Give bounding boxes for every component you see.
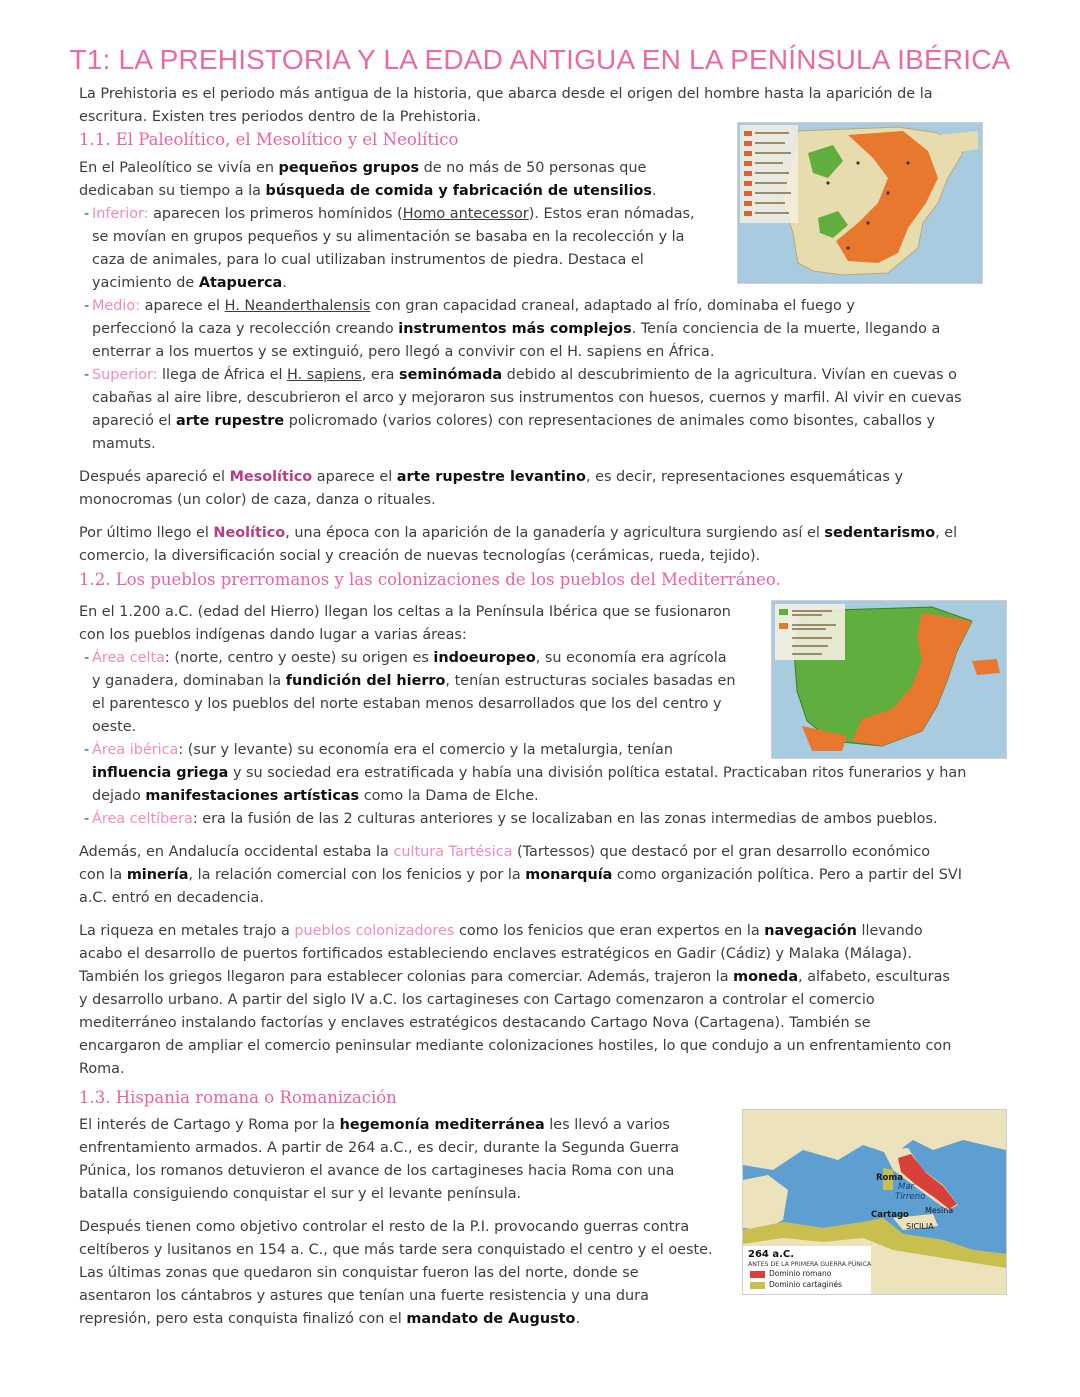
tartesica-line: Además, en Andalucía occidental estaba la cultura Tartésica (Tartessos) que destacó por el gran desarrollo económico [79,844,931,860]
punic-war-map [742,1109,1007,1295]
map-label-cartago: Cartago [871,1210,909,1220]
mesolitico-line: Después apareció el Mesolítico aparece el arte rupestre levantino, es decir, representaciones esquemáticas y [79,469,903,485]
medio-line: enterrar a los muertos y se extinguió, pero llegó a convivir con el H. sapiens en África. [92,344,715,360]
celtibera-line: Área celtíbera: era la fusión de las 2 culturas anteriores y se localizaban en las zonas intermedias de ambos pueblos. [92,811,938,827]
medio-line: perfeccionó la caza y recolección creando instrumentos más complejos. Tenía conciencia de la muerte, llegando a [92,321,941,337]
list-dash: - [84,650,90,666]
colonizadores-line: y desarrollo urbano. A partir del siglo IV a.C. los cartagineses con Cartago comenzaron a controlar el comercio [79,992,875,1008]
superior-line: Superior: llega de África el H. sapiens, era seminómada debido al descubrimiento de la agricultura. Vivían en cuevas o [92,367,957,383]
legend-carthaginian: Dominio cartaginés [769,1280,843,1289]
legend-swatch-roman [750,1271,765,1278]
list-dash: - [84,206,90,222]
legend-swatch-carthaginian [750,1282,765,1289]
inferior-line: se movían en grupos pequeños y su alimentación se basaba en la recolección y la [92,229,685,245]
prerroman-peoples-map-svg [772,601,1006,758]
intro-line: La Prehistoria es el periodo más antigua de la historia, que abarca desde el origen del hombre hasta la aparición de la [79,86,933,102]
hegemonia-line: enfrentamiento armados. A partir de 264 a.C., es decir, durante la Segunda Guerra [79,1140,680,1156]
iberica-line: dejado manifestaciones artísticas como la Dama de Elche. [92,788,539,804]
conquista-line: celtíberos y lusitanos en 154 a. C., que más tarde sera conquistado el centro y el oeste. [79,1242,713,1258]
list-dash: - [84,742,90,758]
paleolitico-line: En el Paleolítico se vivía en pequeños grupos de no más de 50 personas que [79,160,647,176]
map-label-mar: Mar [898,1182,915,1192]
conquista-line: Las últimas zonas que quedaron sin conquistar fueron las del norte, donde se [79,1265,639,1281]
prerroman-peoples-map [771,600,1007,759]
hierro-line: con los pueblos indígenas dando lugar a varias áreas: [79,627,467,643]
legend-roman: Dominio romano [769,1269,832,1278]
iberica-line: Área ibérica: (sur y levante) su economía era el comercio y la metalurgia, tenían [92,742,673,758]
celta-line: el parentesco y los pueblos del norte estaban menos desarrollados que los del centro y [92,696,722,712]
map-label-tirreno: Tirreno [895,1192,926,1202]
hegemonia-line: batalla consiguiendo conquistar el sur y el levante península. [79,1186,522,1202]
paleolitico-line: dedicaban su tiempo a la búsqueda de comida y fabricación de utensilios. [79,183,657,199]
section-heading-1-1: 1.1. El Paleolítico, el Mesolítico y el Neolítico [79,130,459,149]
conquista-line: Después tienen como objetivo controlar el resto de la P.I. provocando guerras contra [79,1219,690,1235]
inferior-line: Inferior: aparecen los primeros homínidos (Homo antecessor). Estos eran nómadas, [92,206,695,222]
list-dash: - [84,367,90,383]
hegemonia-line: Púnica, los romanos detuvieron el avance de los cartagineses hacia Roma con una [79,1163,675,1179]
conquista-line: represión, pero esta conquista finalizó con el mandato de Augusto. [79,1311,581,1327]
mesolitico-line: monocromas (un color) de caza, danza o rituales. [79,492,436,508]
hierro-line: En el 1.200 a.C. (edad del Hierro) llegan los celtas a la Península Ibérica que se fusionaron [79,604,731,620]
list-dash: - [84,811,90,827]
colonizadores-line: mediterráneo instalando factorías y enclaves estratégicos destacando Cartago Nova (Cartagena). También se [79,1015,871,1031]
document-title: T1: LA PREHISTORIA Y LA EDAD ANTIGUA EN LA PENÍNSULA IBÉRICA [69,44,1011,75]
neolitico-line: Por último llego el Neolítico, una época con la aparición de la ganadería y agricultura surgiendo así el sedentarismo, el [79,525,958,541]
tartesica-line: con la minería, la relación comercial con los fenicios y por la monarquía como organización política. Pero a partir del SVI [79,867,962,883]
superior-line: cabañas al aire libre, descubrieron el arco y mejoraron sus instrumentos con huesos, cuernos y marfil. Al vivir en cuevas [92,390,962,406]
celta-line: Área celta: (norte, centro y oeste) su origen es indoeuropeo, su economía era agrícola [92,650,727,666]
superior-line: apareció el arte rupestre policromado (varios colores) con representaciones de animales como bisontes, caballos y [92,413,935,429]
superior-line: mamuts. [92,436,156,452]
medio-line: Medio: aparece el H. Neanderthalensis con gran capacidad craneal, adaptado al frío, dominaba el fuego y [92,298,855,314]
map-subtitle: ANTES DE LA PRIMERA GUERRA PÚNICA [748,1261,872,1268]
colonizadores-line: encargaron de ampliar el comercio peninsular mediante colonizaciones hostiles, lo que condujo a un enfrentamiento con [79,1038,952,1054]
section-heading-1-2: 1.2. Los pueblos prerromanos y las colonizaciones de los pueblos del Mediterráneo. [79,570,781,589]
map-label-mesina: Mesina [925,1206,954,1215]
colonizadores-line: Roma. [79,1061,125,1077]
colonizadores-line: La riqueza en metales trajo a pueblos colonizadores como los fenicios que eran expertos en la navegación llevando [79,923,923,939]
neolitico-line: comercio, la diversificación social y creación de nuevas tecnologías (cerámicas, rueda, tejido). [79,548,761,564]
hegemonia-line: El interés de Cartago y Roma por la hegemonía mediterránea les llevó a varios [79,1117,670,1133]
colonizadores-line: También los griegos llegaron para establecer colonias para comerciar. Además, trajeron la moneda, alfabeto, esculturas [79,969,950,985]
map-label-roma: Roma [876,1173,903,1183]
colonizadores-line: acabo el desarrollo de puertos fortificados estableciendo enclaves estratégicos en Gadir (Cádiz) y Malaka (Málaga). [79,946,912,962]
map-label-sicilia: SICILIA [906,1222,934,1231]
prehistory-map-svg [738,123,982,283]
tartesica-line: a.C. entró en decadencia. [79,890,264,906]
section-heading-1-3: 1.3. Hispania romana o Romanización [79,1088,397,1107]
list-dash: - [84,298,90,314]
prehistory-map [737,122,983,284]
conquista-line: asentaron los cántabros y astures que tenían una fuerte resistencia y una dura [79,1288,649,1304]
celta-line: y ganadera, dominaban la fundición del hierro, tenían estructuras sociales basadas en [92,673,736,689]
map-year: 264 a.C. [748,1249,795,1260]
iberica-line: influencia griega y su sociedad era estratificada y había una división política estatal. Practicaban ritos funerarios y han [92,765,967,781]
inferior-line: yacimiento de Atapuerca. [92,275,287,291]
inferior-line: caza de animales, para lo cual utilizaban instrumentos de piedra. Destaca el [92,252,644,268]
intro-line: escritura. Existen tres periodos dentro de la Prehistoria. [79,109,481,125]
celta-line: oeste. [92,719,137,735]
